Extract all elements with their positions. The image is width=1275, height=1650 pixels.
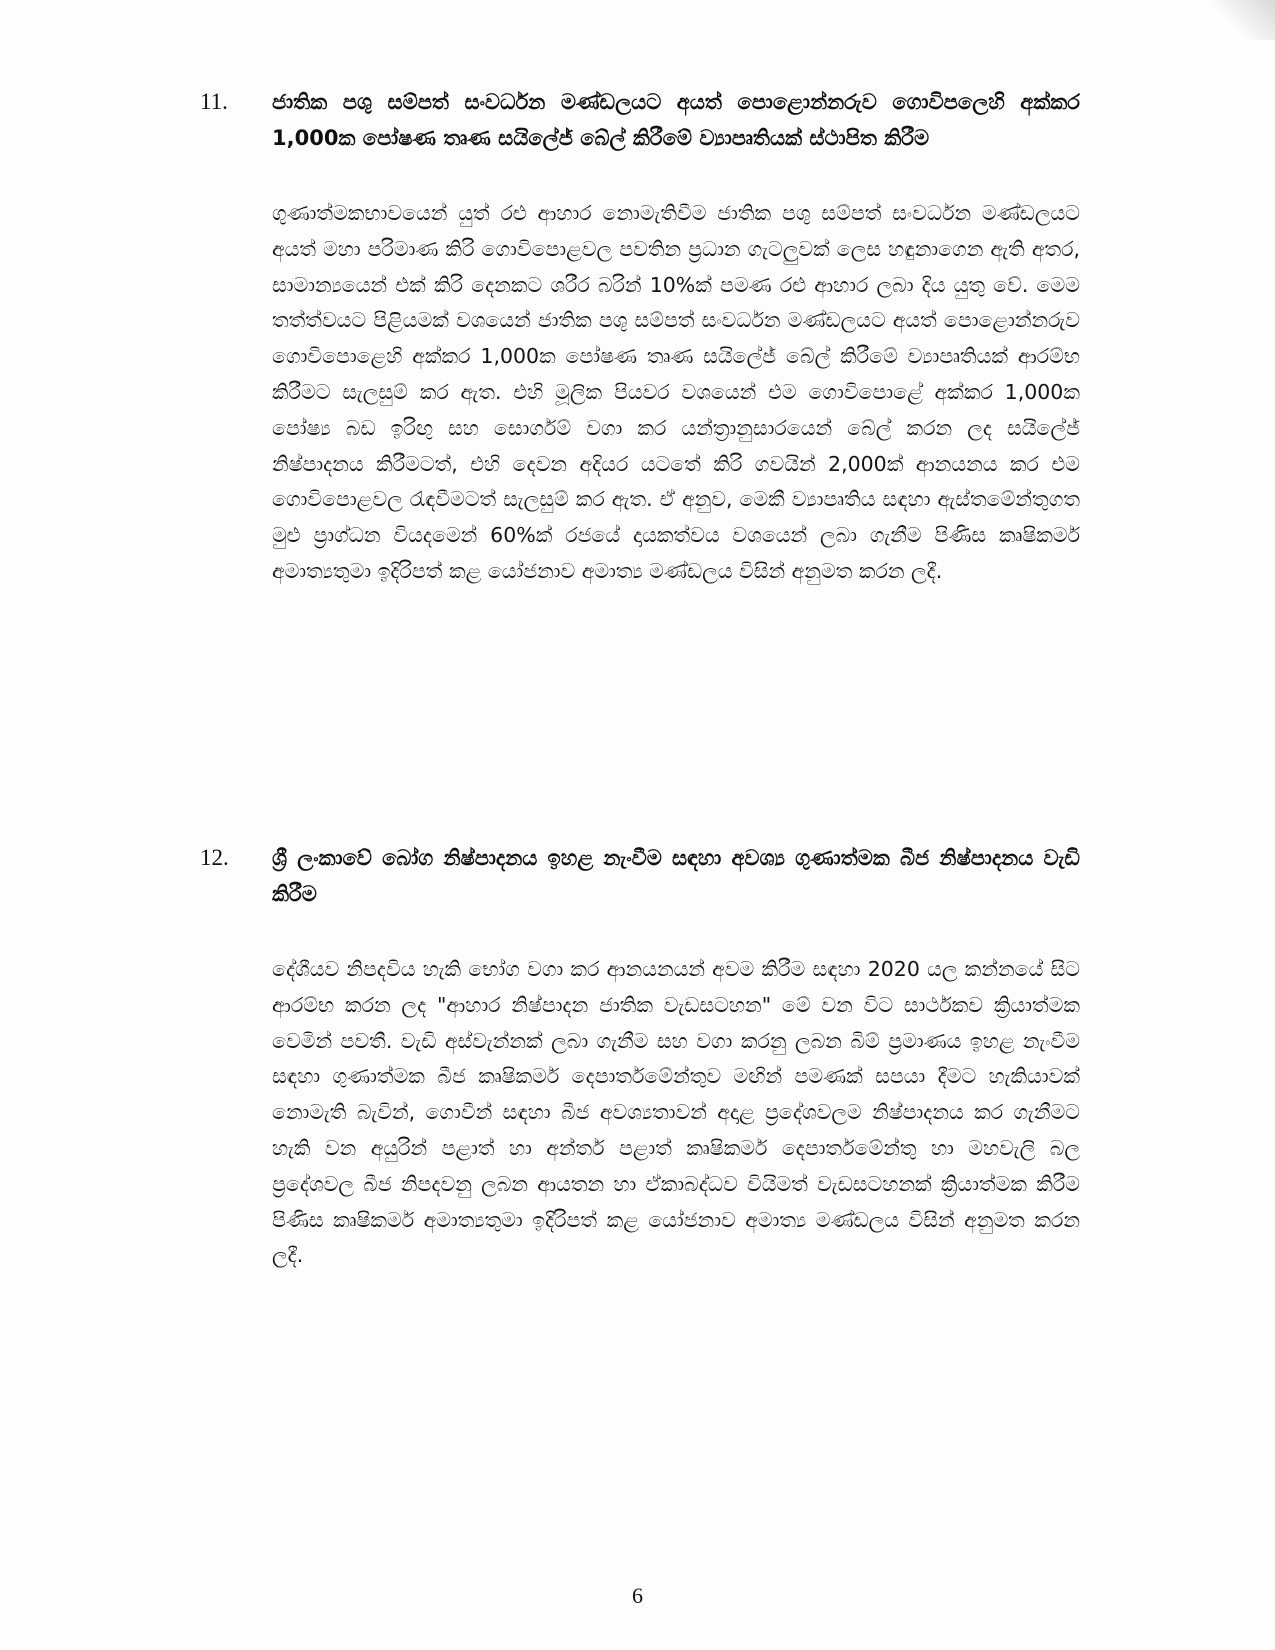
section-heading bbox=[200, 840, 1080, 912]
scan-corner-shadow bbox=[1215, 0, 1275, 40]
section-12 bbox=[200, 840, 1080, 1274]
section-number: 11. bbox=[200, 89, 228, 114]
page-number: 6 bbox=[632, 1583, 643, 1608]
section-number: 12. bbox=[200, 845, 229, 870]
section-body: දේශීයව නිපදවිය හැකි භෝග වගා කර ආනයනයන් අවම කිරීම සඳහා 2020 යල කන්නයේ සිට ආරම්භ කරන ලද "ආහාර නිෂ්පාදන ජාතික වැඩසටහන" මේ වන විට සාර්ථකව ක්‍රියාත්මක වෙමින් පවතී. වැඩි අස්වැන්නක් ලබා ගැනීම සහ වගා කරනු ලබන බිම් ප්‍රමාණය ඉහළ නැංවීම සඳහා ගුණාත්මක බීජ කෘෂිකර්ම දෙපාර්තමේන්තුව මඟින් පමණක් සපයා දීමට හැකියාවක් නොමැති බැවින්, ගොවීන් සඳහා බීජ අවශ්‍යතාවන් අදාළ ප්‍රදේශවලම නිෂ්පාදනය කර ගැනීමට හැකි වන අයුරින් පළාත් හා අන්තර් පළාත් කෘෂිකර්ම දෙපාර්තමේන්තු හා මහවැලි බල ප්‍රදේශවල බීජ නිපදවනු ලබන ආයතන හා ඒකාබද්ධව වියිමත් වැඩසටහනක් ක්‍රියාත්මක කිරීම පිණිස කෘෂිකර්ම අමාත්‍යතුමා ඉදිරිපත් කළ යෝජනාව අමාත්‍ය මණ්ඩලය විසින් අනුමත කරන ලදී. bbox=[272, 957, 1080, 1268]
section-body: ගුණාත්මකභාවයෙන් යුත් රළු ආහාර නොමැතිවීම ජාතික පශු සම්පත් සංවර්ධන මණ්ඩලයට අයත් මහා පරිමාණ කිරි ගොවිපොළවල පවතින ප්‍රධාන ගැටලුවක් ලෙස හඳුනාගෙන ඇති අතර, සාමාන්‍යයෙන් එක් කිරි දෙනකට ශරීර බරින් 10%ක් පමණ රළු ආහාර ලබා දිය යුතු වේ. මෙම තත්ත්වයට පිළියමක් වශයෙන් ජාතික පශු සම්පත් සංවර්ධන මණ්ඩලයට අයත් පොළොන්නරුව ගොවිපොළෙහි අක්කර 1,000ක පෝෂණ තෘණ සයිලේජ් බේල් කිරීමේ ව්‍යාපෘතියක් ආරම්භ කිරීමට සැලසුම් කර ඇත. එහි මූලික පියවර වශයෙන් එම ගොවිපොළේ අක්කර 1,000ක පෝෂ්‍ය බඩ ඉරිඟු සහ සොර්ගම් වගා කර යන්ත්‍රානුසාරයෙන් බේල් කරන ලද සයිලේජ් නිෂ්පාදනය කිරීමටත්, එහි දෙවන අදියර යටතේ කිරි ගවයින් 2,000ක් ආනයනය කර එම ගොවිපොළවල රැඳවීමටත් සැලසුම් කර ඇත. ඒ අනුව, මෙකී ව්‍යාපෘතිය සඳහා ඇස්තමේන්තුගත මුළු ප්‍රාග්ධන වියදමෙන් 60%ක් රජයේ දායකත්වය වශයෙන් ලබා ගැනීම පිණිස කෘෂිකර්ම අමාත්‍යතුමා ඉදිරිපත් කළ යෝජනාව අමාත්‍ය මණ්ඩලය විසින් අනුමත කරන ලදී. bbox=[272, 201, 1080, 583]
section-heading bbox=[200, 84, 1080, 156]
section-title: ජාතික පශු සම්පත් සංවර්ධන මණ්ඩලයට අයත් පොළොන්නරුව ගොවිපලෙහි අක්කර 1,000ක පෝෂණ තෘණ සයිලේජ් බේල් කිරීමේ ව්‍යාපෘතියක් ස්ථාපිත කිරීම bbox=[272, 90, 1080, 150]
section-11 bbox=[200, 84, 1080, 590]
section-title: ශ්‍රී ලංකාවේ බෝග නිෂ්පාදනය ඉහළ නැංවීම සඳහා අවශ්‍ය ගුණාත්මක බීජ නිෂ්පාදනය වැඩි කිරීම bbox=[272, 846, 1080, 906]
